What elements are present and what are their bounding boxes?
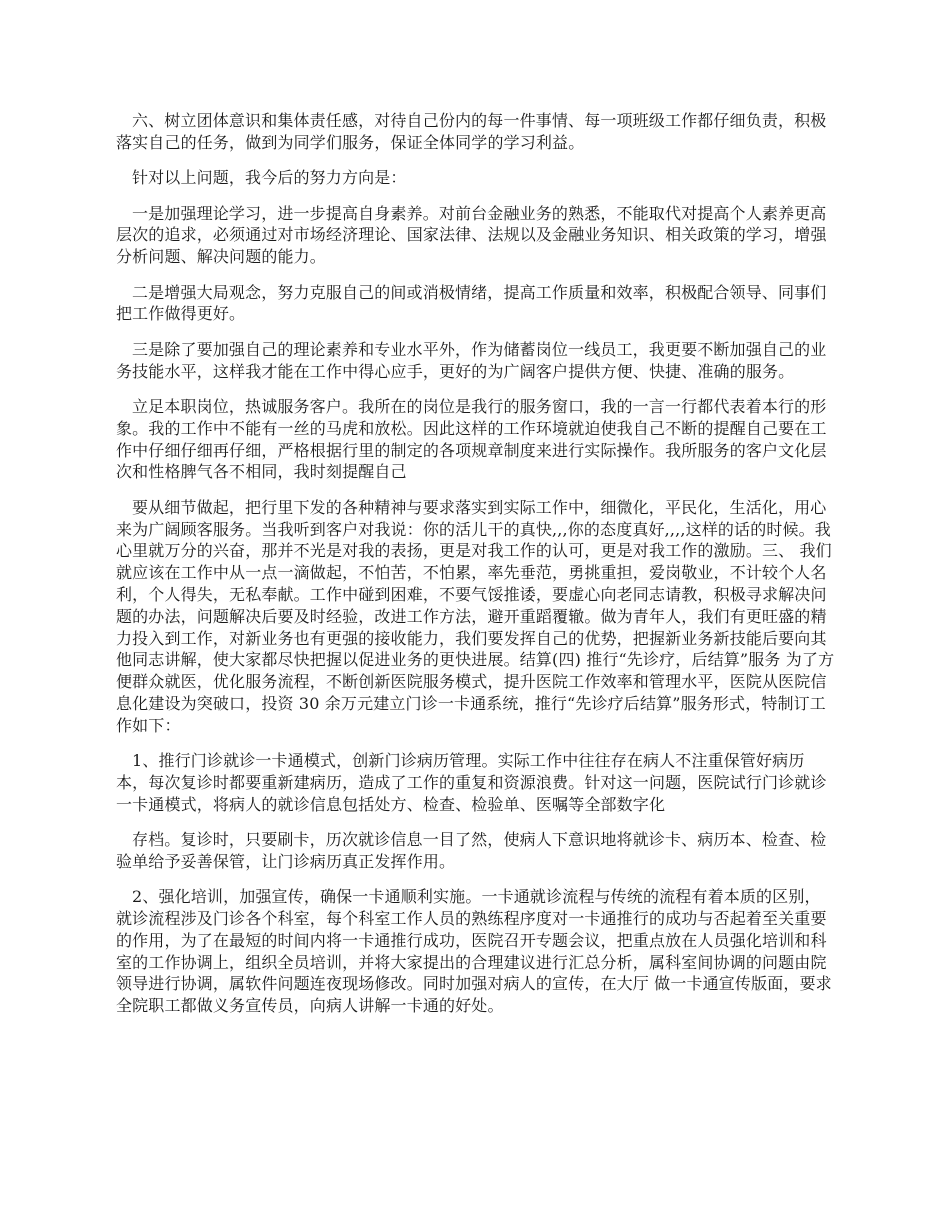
paragraph-archiving: 存档。复诊时，只要刷卡，历次就诊信息一目了然，使病人下意识地将就诊卡、病历本、检查、检验单给予妥善保管，让门诊病历真正发挥作用。 [116,830,827,871]
paragraph-details: 要从细节做起，把行里下发的各种精神与要求落实到实际工作中，细微化，平民化，生活化，用心来为广阔顾客服务。当我听到客户对我说：你的活儿干的真快,,,你的态度真好,,,,这样的话的时候。我心里就万分的兴奋，那并不光是对我的表扬，更是对我工作的认可，更是对我工作的激励。三、 我们就应该在工作中从一点一滴做起，不怕苦，不怕累，率先垂范，勇挑重担，爱岗敬业，不计较个人名利，个人得失，无私奉献。工作中碰到困难，不要气馁推诿，要虚心向老同志请教，积极寻求解决问题的办法，问题解决后要及时经验，改进工作方法，避开重蹈覆辙。做为青年人，我们有更旺盛的精力投入到工作，对新业务也有更强的接收能力，我们要发挥自己的优势，把握新业务新技能后要向其他同志讲解，使大家都尽快把握以促进业务的更快进展。结算(四) 推行“先诊疗，后结算”服务 为了方便群众就医，优化服务流程，不断创新医院服务模式，提升医院工作效率和管理水平，医院从医院信息化建设为突破口，投资 30 余万元建立门诊一卡通系统，推行“先诊疗后结算”服务形式，特制订工作如下： [116,497,835,735]
document-body [116,110,836,1031]
paragraph-direction-intro: 针对以上问题，我今后的努力方向是： [132,168,407,188]
paragraph-team-spirit: 六、树立团体意识和集体责任感，对待自己份内的每一件事情、每一项班级工作都仔细负责，积极落实自己的任务，做到为同学们服务，保证全体同学的学习利益。 [116,111,827,152]
paragraph-business-skills: 三是除了要加强自己的理论素养和专业水平外，作为储蓄岗位一线员工，我更要不断加强自己的业务技能水平，这样我才能在工作中得心应手，更好的为广阔客户提供方便、快捷、准确的服务。 [116,339,827,381]
paragraph-serve-customers: 立足本职岗位，热诚服务客户。我所在的岗位是我行的服务窗口，我的一言一行都代表着本行的形象。我的工作中不能有一丝的马虎和放松。因此这样的工作环境就迫使我自己不断的提醒自己要在工作中仔细仔细再仔细，严格根据行里的制定的各项规章制度来进行实际操作。我所服务的客户文化层次和性格脾气各不相同，我时刻提醒自己 [116,396,827,482]
paragraph-big-picture: 二是增强大局观念，努力克服自己的间或消极情绪，提高工作质量和效率，积极配合领导、同事们把工作做得更好。 [116,282,827,324]
paragraph-one-card-mode: 1、推行门诊就诊一卡通模式，创新门诊病历管理。实际工作中往往存在病人不注重保管好病历本，每次复诊时都要重新建病历，造成了工作的重复和资源浪费。针对这一问题，医院试行门诊就诊一卡通模式，将病人的就诊信息包括处方、检查、检验单、医嘱等全部数字化 [116,751,827,814]
paragraph-training: 2、强化培训，加强宣传，确保一卡通顺利实施。一卡通就诊流程与传统的流程有着本质的区别，就诊流程涉及门诊各个科室，每个科室工作人员的熟练程序度对一卡通推行的成功与否起着至关重要的作用，为了在最短的时间内将一卡通推行成功，医院召开专题会议，把重点放在人员强化培训和科室的工作协调上，组织全员培训，并将大家提出的合理建议进行汇总分析，属科室间协调的问题由院领导进行协调，属软件问题连夜现场修改。同时加强对病人的宣传，在大厅 做一卡通宣传版面，要求全院职工都做义务宣传员，向病人讲解一卡通的好处。 [116,887,832,1016]
paragraph-theory-study: 一是加强理论学习，进一步提高自身素养。对前台金融业务的熟悉，不能取代对提高个人素养更高层次的追求，必须通过对市场经济理论、国家法律、法规以及金融业务知识、相关政策的学习，增强分析问题、解决问题的能力。 [116,203,827,267]
